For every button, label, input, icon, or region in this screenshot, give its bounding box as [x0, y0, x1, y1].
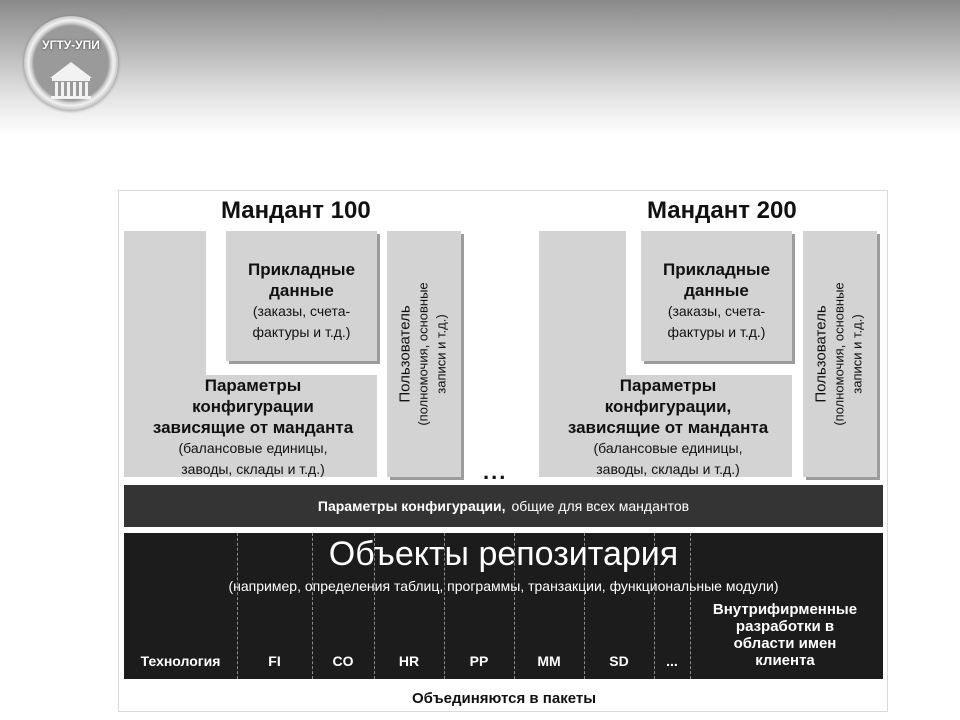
module-fi: FI: [268, 653, 281, 669]
module-pp: PP: [469, 653, 489, 669]
shared-config-band: Параметры конфигурации, общие для всех мандантов: [124, 485, 883, 527]
customer-namespace-dev: Внутрифирменные разработки в области имен клиента: [712, 601, 858, 669]
more-clients-ellipsis: ...: [483, 459, 508, 484]
client-200-app-data: Прикладные данные (заказы, счета- фактуры и т.д.): [641, 231, 792, 361]
university-building-icon: [24, 16, 118, 110]
repository-title: Объекты репозитария: [328, 535, 679, 573]
logo-label: УГТУ-УПИ: [42, 38, 100, 52]
university-logo: [24, 16, 118, 110]
header-band: [0, 0, 960, 135]
module-sd: SD: [609, 653, 629, 669]
client-100-app-data: Прикладные данные (заказы, счета- фактуры и т.д.): [226, 231, 377, 361]
module-mm: MM: [537, 653, 561, 669]
repository-subtitle: (например, определения таблиц, программы, транзакции, функциональные модули): [228, 578, 779, 594]
client-100-title: Мандант 100: [221, 197, 371, 224]
module-co: CO: [332, 653, 354, 669]
client-100-user-box: Пользователь (полномочия, основные записи и т.д.): [387, 231, 461, 477]
module-more: ...: [666, 653, 678, 669]
client-200-config-text: Параметры конфигурации, зависящие от манданта (балансовые единицы, заводы, склады и т.д.): [567, 376, 769, 477]
module-hr: HR: [398, 653, 420, 669]
client-200-title: Мандант 200: [647, 197, 797, 224]
mandant-diagram: [118, 190, 888, 712]
client-100-config-text: Параметры конфигурации зависящие от манданта (балансовые единицы, заводы, склады и т.д.): [152, 376, 354, 477]
repository-block: [124, 533, 883, 679]
module-technology: Технология: [140, 653, 221, 669]
client-200-user-box: Пользователь (полномочия, основные записи и т.д.): [803, 231, 877, 477]
packages-footer: Объединяются в пакеты: [411, 690, 596, 707]
